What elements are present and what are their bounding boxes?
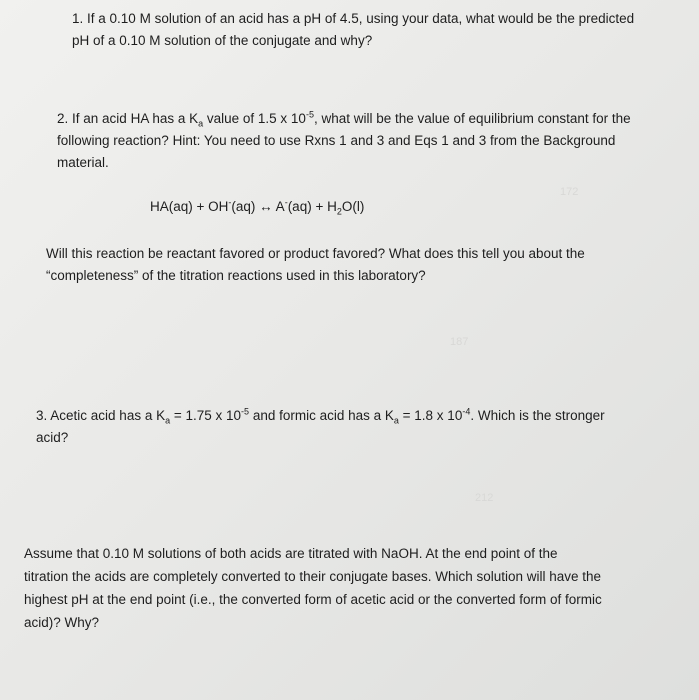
question-2 [57, 108, 652, 174]
exponent: -5 [241, 406, 250, 417]
question-text: = 1.8 x 10 [398, 408, 463, 423]
question-number: 1. [72, 11, 84, 26]
product-state: (aq) + H [287, 199, 337, 214]
question-2-followup [46, 243, 646, 287]
charge: - [228, 197, 232, 208]
reactant-state: (aq) [231, 199, 260, 214]
question-1-line: pH of a 0.10 M solution of the conjugate and why? [72, 33, 373, 48]
followup-line: acid)? Why? [24, 615, 100, 630]
exponent: -5 [305, 109, 314, 120]
followup-line: “completeness” of the titration reactions used in this laboratory? [46, 268, 426, 283]
product: A [272, 199, 285, 214]
water-subscript: 2 [336, 206, 342, 217]
question-number: 3. [36, 408, 48, 423]
followup-line: Assume that 0.10 M solutions of both acids are titrated with NaOH. At the end point of the [24, 546, 558, 561]
question-3-line: acid? [36, 430, 69, 445]
ka-subscript: a [165, 415, 171, 426]
question-text: If an acid HA has a K [72, 111, 199, 126]
ka-subscript: a [393, 415, 399, 426]
question-2-line: following reaction? Hint: You need to use Rxns 1 and 3 and Eqs 1 and 3 from the Background [57, 133, 616, 148]
reactant: HA(aq) + OH [150, 199, 229, 214]
question-text: = 1.75 x 10 [170, 408, 242, 423]
question-text: Acetic acid has a K [50, 408, 166, 423]
question-3-line [36, 405, 661, 427]
exponent: -4 [462, 406, 471, 417]
question-text: value of 1.5 x 10 [203, 111, 306, 126]
bleed-through-mark: 172 [560, 186, 579, 198]
question-3 [36, 405, 661, 449]
ka-subscript: a [198, 118, 204, 129]
question-text: , what will be the value of equilibrium constant for the [313, 111, 631, 126]
question-text: and formic acid has a K [249, 408, 394, 423]
water-rest: O(l) [341, 199, 365, 214]
question-2-line: material. [57, 155, 109, 170]
bleed-through-mark: 212 [475, 492, 494, 504]
question-text: If a 0.10 M solution of an acid has a pH of 4.5, using your data, what would be the predicted [87, 11, 635, 26]
charge: - [284, 197, 288, 208]
question-text: . Which is the stronger [470, 408, 605, 423]
followup-line: Will this reaction be reactant favored or product favored? What does this tell you about the [46, 246, 585, 261]
question-3-followup [24, 542, 664, 634]
followup-line: titration the acids are completely converted to their conjugate bases. Which solution will have the [24, 569, 602, 584]
equilibrium-arrow: ↔ [259, 199, 273, 214]
bleed-through-mark: 187 [450, 336, 469, 348]
followup-line: highest pH at the end point (i.e., the converted form of acetic acid or the converted form of formic [24, 592, 602, 607]
reaction-equation [150, 196, 364, 218]
question-number: 2. [57, 111, 69, 126]
question-1 [72, 8, 662, 52]
question-1-line [72, 8, 662, 30]
question-2-line [57, 108, 652, 130]
